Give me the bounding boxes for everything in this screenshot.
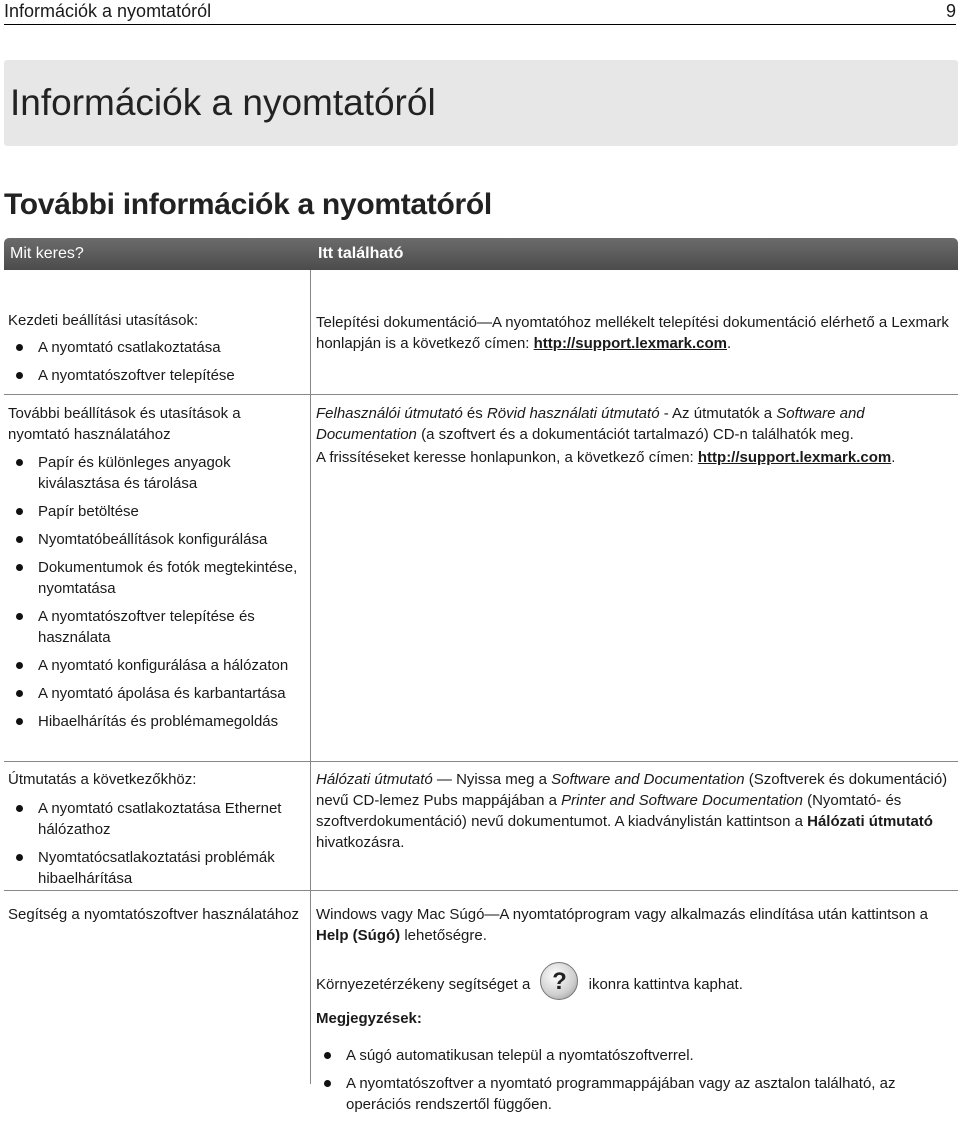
row3-right-text: [316, 769, 956, 853]
row-divider: [310, 394, 958, 395]
network-guide-title: Hálózati útmutató: [316, 771, 433, 788]
list-item: A nyomtató csatlakoztatása Ethernet hálózathoz: [8, 798, 306, 840]
list-item: Nyomtatócsatlakoztatási problémák hibaelhárítása: [8, 847, 306, 889]
context-help-pre: Környezetérzékeny segítséget a: [316, 975, 535, 993]
row1-left-list: [8, 337, 306, 386]
notes-heading: Megjegyzések:: [316, 1010, 422, 1027]
user-guide-title: Felhasználói útmutató: [316, 405, 463, 422]
row2-description-tail: (a szoftvert és a dokumentációt tartalmazó) CD-n találhatók meg.: [416, 426, 854, 443]
row4-right-text: [316, 904, 956, 946]
help-question-icon: ?: [540, 962, 578, 1000]
list-item: A súgó automatikusan települ a nyomtatószoftverrel.: [316, 1045, 956, 1066]
notes-list: [316, 1045, 956, 1115]
list-item: A nyomtató csatlakoztatása: [8, 337, 306, 358]
list-item: Nyomtatóbeállítások konfigurálása: [8, 529, 306, 550]
network-guide-link-label: Hálózati útmutató: [807, 813, 933, 830]
running-header-title: Információk a nyomtatóról: [4, 1, 212, 21]
row3-text: (Szoftverek és dokumentáció) nevű CD-lemez Pubs mappájában a: [316, 771, 948, 809]
dash: —: [476, 314, 492, 331]
dash: —: [432, 771, 457, 788]
help-source: Windows vagy Mac Súgó: [316, 906, 485, 923]
row1-left-heading: Kezdeti beállítási utasítások:: [8, 312, 199, 329]
column-header-what: Mit keres?: [10, 245, 84, 262]
row-divider: [4, 761, 310, 762]
row3-text: hivatkozásra.: [316, 834, 405, 851]
row3-left-cell: [8, 769, 306, 896]
list-item: Papír és különleges anyagok kiválasztása és tárolása: [8, 452, 306, 494]
row2-right-text: [316, 403, 956, 445]
row4-left-text: Segítség a nyomtatószoftver használatához: [8, 906, 300, 923]
row2-left-cell: [8, 403, 306, 739]
period: .: [891, 449, 896, 466]
row1-description: A nyomtatóhoz mellékelt telepítési dokumentáció elérhető a Lexmark honlapján is a következő címen:: [316, 314, 949, 352]
row3-text: (Nyomtató- és szoftverdokumentáció) nevű dokumentumot. A kiadványlistán kattintson a: [316, 792, 902, 830]
row3-text: Nyissa meg a: [456, 771, 552, 788]
list-item: A nyomtatószoftver telepítése: [8, 365, 306, 386]
row2-left-heading: További beállítások és utasítások a nyomtató használatához: [8, 405, 241, 443]
support-link[interactable]: http://support.lexmark.com: [697, 449, 892, 466]
list-item: A nyomtató ápolása és karbantartása: [8, 683, 306, 704]
row4-left-cell: [8, 904, 306, 925]
list-item: A nyomtatószoftver a nyomtató programmappájában vagy az asztalon található, az operációs rendszertől függően.: [316, 1073, 956, 1115]
row2-right-cell: [316, 403, 956, 468]
cd-title: Software and Documentation: [316, 405, 865, 443]
chapter-title-banner: [4, 60, 958, 146]
page-number: 9: [945, 1, 956, 21]
table-body: [4, 270, 958, 1113]
info-table: [4, 238, 958, 1113]
dash: —: [484, 906, 500, 923]
row3-left-heading: Útmutatás a következőkhöz:: [8, 771, 197, 788]
row4-text: A nyomtatóprogram vagy alkalmazás elindítása után kattintson a: [499, 906, 928, 923]
list-item: A nyomtatószoftver telepítése és használata: [8, 606, 306, 648]
row1-left-cell: [8, 310, 306, 393]
list-item: A nyomtató konfigurálása a hálózaton: [8, 655, 306, 676]
running-header: [4, 0, 956, 25]
row1-right-text: [316, 312, 956, 354]
list-item: Dokumentumok és fotók megtekintése, nyomtatása: [8, 557, 306, 599]
row-divider: [310, 761, 958, 762]
row3-left-list: [8, 798, 306, 889]
row-divider: [4, 394, 310, 395]
row4-text: lehetőségre.: [400, 927, 487, 944]
list-item: Papír betöltése: [8, 501, 306, 522]
support-link[interactable]: http://support.lexmark.com: [533, 335, 727, 352]
chapter-title: Információk a nyomtatóról: [10, 82, 436, 123]
cd-title: Software and Documentation: [551, 771, 745, 788]
context-help-post: ikonra kattintva kaphat.: [584, 975, 743, 993]
row3-right-cell: [316, 769, 956, 853]
help-button-label: Help (Súgó): [316, 927, 401, 944]
row4-right-cell: [316, 904, 956, 1122]
row2-updates-text: [316, 447, 956, 468]
printer-doc-title: Printer and Software Documentation: [561, 792, 803, 809]
column-divider: [310, 270, 311, 1084]
row1-right-cell: [316, 312, 956, 354]
conjunction: és: [462, 405, 487, 422]
list-item: Hibaelhárítás és problémamegoldás: [8, 711, 306, 732]
row-divider: [310, 890, 958, 891]
updates-sentence: A frissítéseket keresse honlapunkon, a következő címen:: [316, 449, 698, 466]
section-title: További információk a nyomtatóról: [4, 188, 492, 221]
quick-guide-title: Rövid használati útmutató: [486, 405, 660, 422]
column-header-where: Itt található: [318, 245, 404, 262]
row2-left-list: [8, 452, 306, 732]
context-help-text: [316, 966, 956, 1004]
row1-doc-name: Telepítési dokumentáció: [316, 314, 477, 331]
table-header: [4, 238, 958, 270]
row2-description: - Az útmutatók a: [659, 405, 777, 422]
period: .: [726, 335, 732, 352]
